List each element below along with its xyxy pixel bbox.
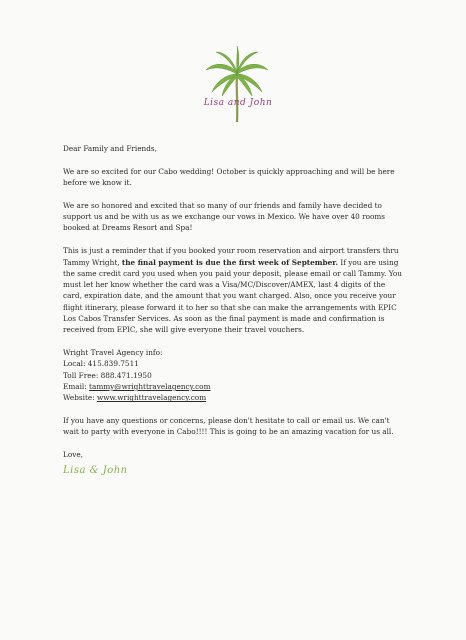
payment-due-notice: the final payment is due the first week of September. [121, 257, 338, 267]
agency-email-line [63, 381, 403, 392]
letter-body [63, 143, 403, 476]
website-link[interactable]: www.wrighttravelagency.com [97, 393, 207, 403]
signature: Lisa & John [63, 464, 128, 476]
agency-website-line [63, 392, 403, 403]
paragraph-2: We are so honored and excited that so many of our friends and family have decided to support us and be with us as we exchange our vows in Mexico. We have over 40 rooms booked at Dreams Resort and Spa! [63, 200, 386, 233]
agency-info [63, 347, 403, 403]
website-label: Website: [63, 393, 98, 403]
logo-text: Lisa and John [203, 98, 273, 108]
paragraph-1: We are so excited for our Cabo wedding! October is quickly approaching and will be here before we know it. [63, 166, 395, 188]
agency-tollfree-phone: Toll Free: 888.471.1950 [63, 370, 152, 380]
agency-heading: Wright Travel Agency info: [63, 348, 163, 358]
agency-local-phone: Local: 415.839.7511 [63, 359, 139, 369]
email-label: Email: [63, 382, 90, 392]
email-link[interactable]: tammy@wrighttravelagency.com [89, 382, 211, 392]
greeting: Dear Family and Friends, [63, 144, 157, 153]
palm-tree-icon [192, 44, 282, 124]
paragraph-4: If you have any questions or concerns, please don't hesitate to call or email us. We can't wait to party with everyone in Cabo!!!! This is going to be an amazing vacation for us all. [63, 416, 394, 437]
paragraph-3 [63, 245, 403, 335]
paragraph-3-text-b: If you are using the same credit card you used when you paid your deposit, please email or call Tammy. You must let her know whether the card was a Visa/MC/Discover/AMEX, last 4 digits of the card, expiration date, and the amount that you want charged. Also, once you receive your flight itinerary, please forward it to her so that she can make the arrangements with EPIC Los Cabos Transfer Services. As soon as the final payment is made and confirmation is received from EPIC, she will give everyone their travel vouchers. [63, 257, 402, 335]
closing: Love, [63, 450, 83, 460]
paragraph-3-text-a: This is just a reminder that if you booked your room reservation and airport transfers thru Tammy Wright, [63, 246, 399, 267]
